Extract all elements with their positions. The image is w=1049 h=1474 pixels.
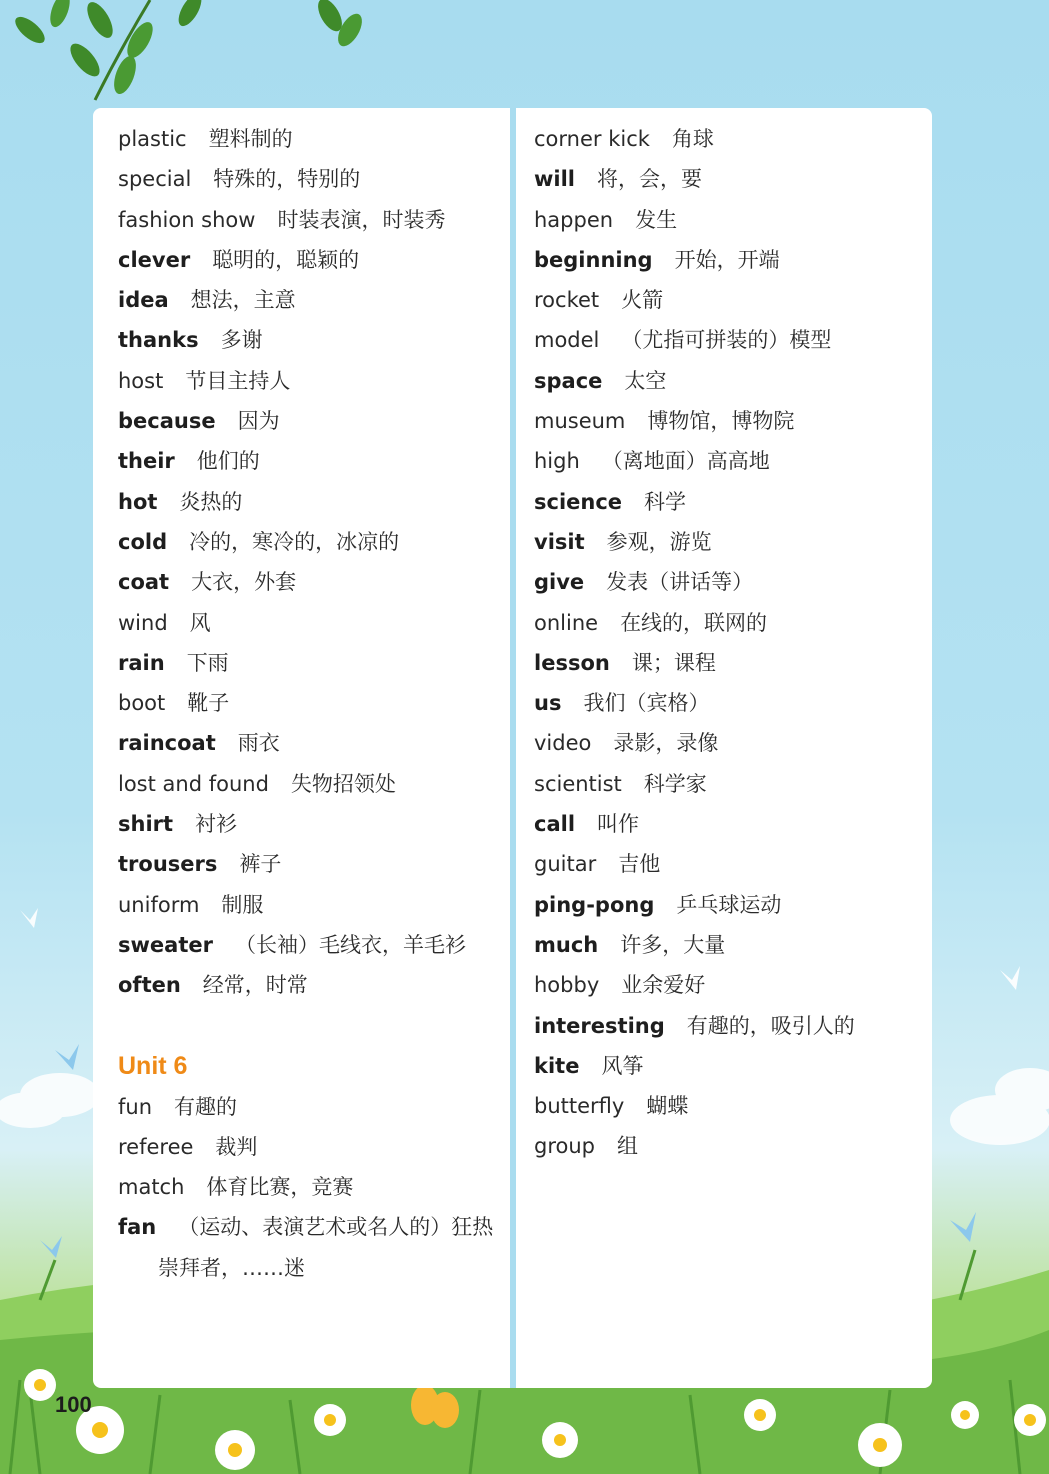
vocab-word: idea bbox=[118, 288, 169, 313]
vocab-word: beginning bbox=[534, 247, 653, 272]
vocab-word: often bbox=[118, 973, 181, 998]
vocab-word: museum bbox=[534, 409, 626, 434]
vocab-word: visit bbox=[534, 529, 585, 554]
vocab-entry bbox=[534, 200, 924, 240]
vocab-entry bbox=[534, 804, 924, 844]
vocab-meaning: 风筝 bbox=[601, 1053, 644, 1078]
vocab-meaning: 雨衣 bbox=[237, 731, 280, 756]
vocab-meaning: 博物馆，博物院 bbox=[647, 409, 795, 434]
vocab-word: shirt bbox=[118, 812, 174, 837]
vocab-meaning: 有趣的 bbox=[174, 1094, 238, 1119]
vocab-entry bbox=[118, 844, 503, 884]
vocab-word: clever bbox=[118, 247, 191, 272]
vocab-entry bbox=[118, 1207, 503, 1288]
vocab-meaning: 他们的 bbox=[196, 449, 260, 474]
vocab-meaning: 塑料制的 bbox=[208, 127, 293, 151]
vocab-word: their bbox=[118, 449, 175, 474]
vocab-entry bbox=[534, 119, 924, 159]
vocab-word: sweater bbox=[118, 932, 213, 957]
vocab-word: corner kick bbox=[534, 127, 650, 151]
vocab-entry bbox=[534, 723, 924, 763]
vocab-word: group bbox=[534, 1134, 595, 1159]
vocab-word: fashion show bbox=[118, 207, 256, 232]
vocab-entry bbox=[118, 603, 503, 643]
vocab-word: butterfly bbox=[534, 1094, 625, 1119]
leaves-branch-icon bbox=[11, 0, 367, 100]
vocab-word: kite bbox=[534, 1053, 580, 1078]
vocab-meaning: 体育比赛，竞赛 bbox=[206, 1175, 354, 1200]
vocab-meaning: 开始，开端 bbox=[674, 247, 780, 272]
vocab-word: online bbox=[534, 610, 599, 635]
vocab-entry bbox=[118, 804, 503, 844]
vocab-entry bbox=[534, 965, 924, 1005]
vocab-meaning: 太空 bbox=[624, 368, 667, 393]
vocab-word: rocket bbox=[534, 288, 600, 313]
vocab-word: happen bbox=[534, 207, 614, 232]
vocab-entry bbox=[534, 844, 924, 884]
vocab-meaning: 炎热的 bbox=[179, 489, 243, 514]
vocab-meaning: 火箭 bbox=[621, 288, 664, 313]
vocab-entry bbox=[118, 1127, 503, 1167]
vocab-word: scientist bbox=[534, 771, 622, 796]
vocab-entry bbox=[534, 1126, 924, 1166]
vocab-word: lost and found bbox=[118, 771, 269, 796]
vocab-meaning-continuation: 崇拜者，……迷 bbox=[158, 1255, 305, 1280]
vocab-word: interesting bbox=[534, 1013, 665, 1038]
vocab-entry bbox=[534, 1086, 924, 1126]
vocab-word: trousers bbox=[118, 852, 218, 877]
vocab-meaning: 想法，主意 bbox=[190, 288, 296, 313]
vocab-meaning: 特殊的，特别的 bbox=[213, 167, 361, 192]
vocab-meaning: 乒乓球运动 bbox=[676, 892, 782, 917]
vocab-word: uniform bbox=[118, 892, 200, 917]
vocab-word: give bbox=[534, 570, 585, 595]
vocab-meaning: 业余爱好 bbox=[621, 973, 706, 998]
vocab-entry bbox=[118, 885, 503, 925]
section-spacer bbox=[118, 1006, 503, 1045]
vocab-word: lesson bbox=[534, 650, 610, 675]
vocab-meaning: 下雨 bbox=[186, 650, 229, 675]
vocab-meaning: 许多，大量 bbox=[620, 932, 726, 957]
vocab-word: because bbox=[118, 409, 216, 434]
vocab-meaning: 时装表演，时装秀 bbox=[277, 207, 446, 232]
column-divider bbox=[510, 108, 516, 1388]
vocab-word: boot bbox=[118, 691, 166, 716]
vocab-word: plastic bbox=[118, 127, 187, 151]
vocab-entry bbox=[534, 361, 924, 401]
vocab-entry bbox=[534, 1046, 924, 1086]
vocab-entry bbox=[534, 320, 924, 360]
vocab-entry bbox=[118, 965, 503, 1005]
vocab-word: us bbox=[534, 691, 562, 716]
vocab-entry bbox=[118, 119, 503, 159]
vocab-entry bbox=[534, 603, 924, 643]
vocab-word: host bbox=[118, 368, 164, 393]
vocab-word: referee bbox=[118, 1134, 194, 1159]
vocab-meaning: 参观，游览 bbox=[606, 529, 712, 554]
vocab-word: much bbox=[534, 932, 599, 957]
vocab-word: call bbox=[534, 812, 576, 837]
vocab-meaning: 发表（讲话等） bbox=[606, 570, 754, 595]
vocab-meaning: （运动、表演艺术或名人的）狂热 bbox=[178, 1215, 494, 1240]
vocab-word: raincoat bbox=[118, 731, 216, 756]
vocab-word: ping-pong bbox=[534, 892, 655, 917]
vocab-entry bbox=[534, 159, 924, 199]
vocab-entry bbox=[118, 925, 503, 965]
vocab-meaning: 因为 bbox=[237, 409, 280, 434]
vocab-entry bbox=[534, 240, 924, 280]
vocab-entry bbox=[118, 280, 503, 320]
vocab-entry bbox=[118, 200, 503, 240]
vocab-word: hobby bbox=[534, 973, 600, 998]
vocab-meaning: 裁判 bbox=[215, 1134, 258, 1159]
vocab-entry bbox=[118, 159, 503, 199]
vocab-word: cold bbox=[118, 529, 168, 554]
vocab-word: wind bbox=[118, 610, 168, 635]
vocab-entry bbox=[118, 764, 503, 804]
vocab-meaning: 聪明的，聪颖的 bbox=[212, 247, 360, 272]
vocab-word: thanks bbox=[118, 328, 199, 353]
vocab-word: science bbox=[534, 489, 623, 514]
vocab-entry bbox=[118, 441, 503, 481]
vocab-meaning: 经常，时常 bbox=[202, 973, 308, 998]
vocab-meaning: 大衣，外套 bbox=[191, 570, 297, 595]
vocab-meaning: 节目主持人 bbox=[185, 368, 291, 393]
vocab-meaning: 衬衫 bbox=[195, 812, 238, 837]
vocab-meaning: 有趣的，吸引人的 bbox=[686, 1013, 855, 1038]
vocab-entry bbox=[118, 723, 503, 763]
page-number: 100 bbox=[55, 1392, 92, 1417]
vocab-meaning: （尤指可拼装的）模型 bbox=[621, 328, 832, 353]
vocab-entry bbox=[534, 1006, 924, 1046]
vocab-entry bbox=[534, 764, 924, 804]
vocab-meaning: 制服 bbox=[221, 892, 264, 917]
vocab-entry bbox=[534, 280, 924, 320]
vocab-entry bbox=[534, 522, 924, 562]
vocab-meaning: 组 bbox=[617, 1134, 638, 1159]
vocab-entry bbox=[118, 683, 503, 723]
vocab-entry bbox=[534, 401, 924, 441]
vocab-meaning: 多谢 bbox=[220, 328, 263, 353]
vocab-meaning: 发生 bbox=[635, 207, 678, 232]
vocab-entry bbox=[118, 320, 503, 360]
vocab-entry bbox=[118, 361, 503, 401]
right-vocabulary-column bbox=[534, 119, 924, 1167]
vocab-meaning: 蝴蝶 bbox=[646, 1094, 689, 1119]
vocab-meaning: 科学家 bbox=[643, 771, 707, 796]
vocab-entry bbox=[534, 441, 924, 481]
vocab-entry bbox=[118, 1087, 503, 1127]
vocab-entry bbox=[534, 683, 924, 723]
vocab-entry bbox=[118, 643, 503, 683]
vocab-word: special bbox=[118, 167, 192, 192]
vocab-word: space bbox=[534, 368, 603, 393]
vocab-entry bbox=[534, 885, 924, 925]
vocab-meaning: 风 bbox=[189, 610, 211, 635]
vocab-word: model bbox=[534, 328, 600, 353]
vocab-entry bbox=[118, 1167, 503, 1207]
vocab-word: will bbox=[534, 167, 575, 192]
vocab-entry bbox=[534, 643, 924, 683]
vocab-word: match bbox=[118, 1175, 185, 1200]
vocab-entry bbox=[118, 522, 503, 562]
vocab-word: coat bbox=[118, 570, 170, 595]
vocab-word: rain bbox=[118, 650, 165, 675]
vocab-meaning: 将，会，要 bbox=[597, 167, 702, 192]
vocab-entry bbox=[118, 562, 503, 602]
vocab-word: fun bbox=[118, 1094, 153, 1119]
left-vocabulary-column bbox=[118, 119, 503, 1288]
vocab-entry bbox=[118, 401, 503, 441]
vocab-meaning: 靴子 bbox=[187, 691, 230, 716]
vocab-meaning: 录影，录像 bbox=[613, 731, 719, 756]
vocab-meaning: 我们（宾格） bbox=[583, 691, 710, 716]
vocab-meaning: 角球 bbox=[671, 127, 714, 151]
vocab-entry bbox=[118, 482, 503, 522]
vocab-meaning: 裤子 bbox=[239, 852, 282, 877]
vocab-meaning: （离地面）高高地 bbox=[601, 449, 770, 474]
vocab-meaning: 课；课程 bbox=[631, 650, 716, 675]
vocab-word: video bbox=[534, 731, 592, 756]
vocab-meaning: 失物招领处 bbox=[290, 771, 396, 796]
vocab-meaning: 科学 bbox=[644, 489, 687, 514]
vocab-entry bbox=[534, 925, 924, 965]
vocab-meaning: （长袖）毛线衣，羊毛衫 bbox=[234, 932, 466, 957]
vocab-meaning: 吉他 bbox=[618, 852, 661, 877]
vocab-word: fan bbox=[118, 1215, 157, 1240]
vocab-entry bbox=[534, 482, 924, 522]
vocab-meaning: 冷的，寒冷的，冰凉的 bbox=[189, 529, 400, 554]
unit-heading: Unit 6 bbox=[118, 1051, 188, 1080]
vocab-meaning: 在线的，联网的 bbox=[620, 610, 768, 635]
vocab-word: high bbox=[534, 449, 580, 474]
vocab-word: hot bbox=[118, 489, 158, 514]
vocab-word: guitar bbox=[534, 852, 597, 877]
vocab-meaning: 叫作 bbox=[597, 812, 640, 837]
vocab-entry bbox=[534, 562, 924, 602]
vocab-entry bbox=[118, 240, 503, 280]
